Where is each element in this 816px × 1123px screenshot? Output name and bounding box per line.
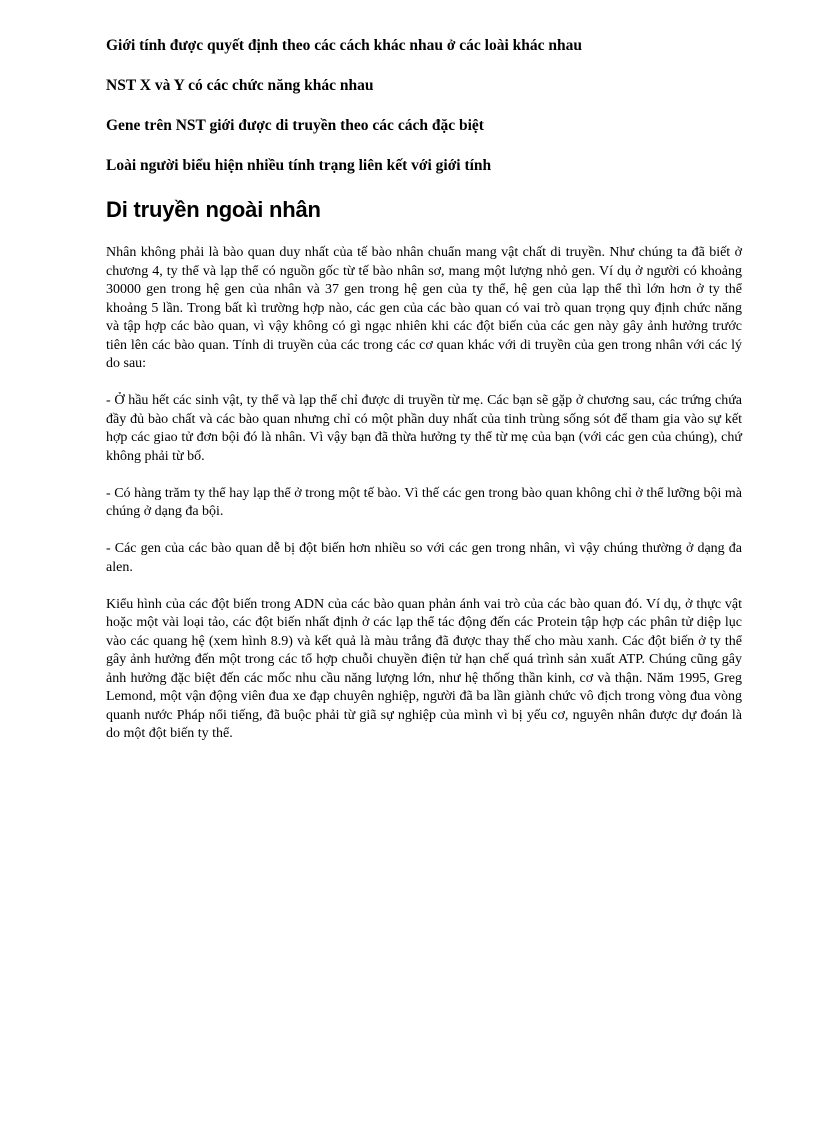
heading-x-y-functions: NST X và Y có các chức năng khác nhau <box>106 77 374 94</box>
paragraph-polyploidy: - Có hàng trăm ty thể hay lạp thể ở trong một tế bào. Vì thế các gen trong bào quan không chỉ ở thể lưỡng bội mà chúng ở dạng đa bội. <box>106 485 742 519</box>
heading-sex-linked-traits: Loài người biểu hiện nhiều tính trạng liên kết với giới tính <box>106 157 492 174</box>
paragraph-mutation-rate: - Các gen của các bào quan dễ bị đột biến hơn nhiều so với các gen trong nhân, vì vậy chúng thường ở dạng đa alen. <box>106 541 742 575</box>
paragraph-phenotypes: Kiểu hình của các đột biến trong ADN của các bào quan phản ánh vai trò của các bào quan đó. Ví dụ, ở thực vật hoặc một vài loại tảo, các đột biến nhất định ở các lạp thể tác động đến các Protein tập hợp các phân tử diệp lục vào các quang hệ (xem hình 8.9) và kết quả là màu trắng đã được thay thế cho màu xanh. Các đột biến ở ty thể gây ảnh hưởng đến một trong các tổ hợp chuỗi chuyền điện tử hạn chế quá trình sản xuất ATP. Chúng cũng gây ảnh hưởng đặc biệt đến các mốc nhu cầu năng lượng lớn, như hệ thống thần kinh, cơ và thận. Năm 1995, Greg Lemond, một vận động viên đua xe đạp chuyên nghiệp, người đã ba lần giành chức vô địch trong vòng đua vòng quanh nước Pháp nổi tiếng, đã buộc phải từ giã sự nghiệp của mình vì bị yếu cơ, nguyên nhân được dự đoán là do một đột biến ty thể. <box>106 596 742 741</box>
heading-sex-determination: Giới tính được quyết định theo các cách khác nhau ở các loài khác nhau <box>106 37 583 54</box>
section-title: Di truyền ngoài nhân <box>106 197 321 222</box>
paragraph-intro: Nhân không phải là bào quan duy nhất của tế bào nhân chuẩn mang vật chất di truyền. Như chúng ta đã biết ở chương 4, ty thể và lạp thể có nguồn gốc từ tế bào nhân sơ, mang một lượng nhỏ gen. Ví dụ ở người có khoảng 30000 gen trong hệ gen của nhân và 37 gen trong hệ gen của ty thể, hệ gen của lạp thể thì lớn hơn ở ty thể khoảng 5 lần. Trong bất kì trường hợp nào, các gen của các bào quan có vai trò quan trọng quy định chức năng và tập hợp các bào quan, vì vậy không có gì ngạc nhiên khi các đột biến của các gen này gây ảnh hưởng trước tiên lên các bào quan. Tính di truyền của các trong các cơ quan khác với di truyền của gen trong nhân với các lý do sau: <box>106 245 742 371</box>
paragraph-maternal-inheritance: - Ở hầu hết các sinh vật, ty thể và lạp thể chỉ được di truyền từ mẹ. Các bạn sẽ gặp ở chương sau, các trứng chứa đầy đủ bào chất và các bào quan nhưng chỉ có một phần duy nhất của tinh trùng sống sót để tham gia vào sự kết hợp các giao tử đơn bội đó là nhân. Vì vậy bạn đã thừa hưởng ty thể từ mẹ của bạn (với các gen của chúng), chứ không phải từ bố. <box>106 393 742 464</box>
heading-sex-chromosome-genes: Gene trên NST giới được di truyền theo các cách đặc biệt <box>106 117 484 134</box>
document-page <box>106 36 742 762</box>
